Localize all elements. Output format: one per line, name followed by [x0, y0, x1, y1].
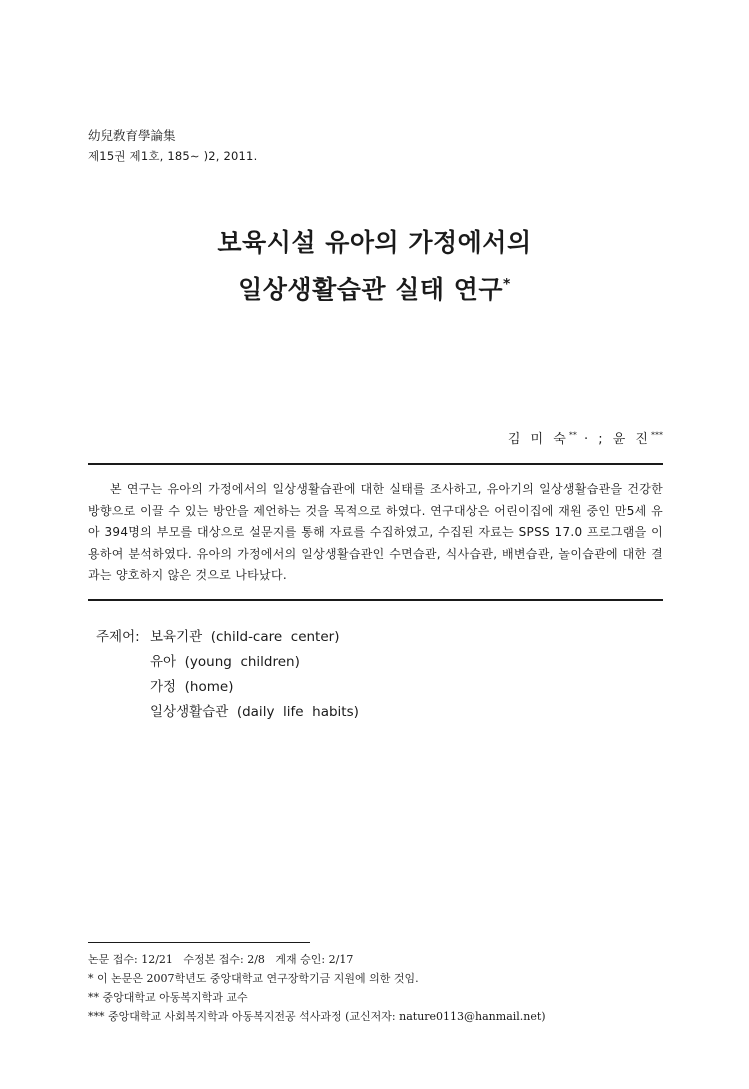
keywords-block	[96, 625, 359, 725]
keyword-item: 유아 (young children)	[150, 654, 300, 670]
journal-header	[88, 126, 257, 166]
footnote-author1: ** 중앙대학교 아동복지학과 교수	[88, 991, 248, 1004]
title-line2-text: 일상생활습관 실태 연구	[238, 275, 504, 304]
author-list	[508, 428, 663, 447]
footnotes	[88, 950, 546, 1026]
footnote-author2: *** 중앙대학교 사회복지학과 아동복지전공 석사과정 (교신저자: nature0113@hanmail.net)	[88, 1010, 546, 1023]
keyword-item: 보육기관 (child-care center)	[150, 629, 340, 645]
author-separator: ·	[583, 432, 592, 447]
keywords-label: 주제어:	[96, 629, 140, 645]
author-2-mark: ***	[651, 430, 663, 440]
footnote-rule	[88, 942, 310, 943]
keyword-item: 일상생활습관 (daily life habits)	[150, 704, 359, 720]
title-footnote-mark: *	[503, 276, 511, 293]
journal-name: 幼兒敎育學論集	[88, 128, 176, 143]
title-line1-text: 보육시설 유아의 가정에서의	[217, 228, 532, 257]
author-2: ; 윤 진	[598, 432, 651, 447]
abstract-top-rule	[88, 463, 663, 465]
keyword-item: 가정 (home)	[150, 679, 234, 695]
author-1: 김 미 숙	[507, 432, 569, 447]
abstract-text: 본 연구는 유아의 가정에서의 일상생활습관에 대한 실태를 조사하고, 유아기의 일상생활습관을 건강한 방향으로 이끌 수 있는 방안을 제언하는 것을 목적으로 하였다. 연구대상은 어린이집에 재원 중인 만5세 유아 394명의 부모를 대상으로 설문지를 통해 자료를 수집하였고, 수집된 자료는 SPSS 17.0 프로그램을 이용하여 분석하였다. 유아의 가정에서의 일상생활습관인 수면습관, 식사습관, 배변습관, 놀이습관에 대한 결과는 양호하지 않은 것으로 나타났다.	[88, 482, 663, 582]
paper-title-line2	[0, 275, 749, 305]
footnote-funding: * 이 논문은 2007학년도 중앙대학교 연구장학기금 지원에 의한 것임.	[88, 972, 419, 985]
journal-volume: 제15권 제1호, 185∼ )2, 2011.	[88, 149, 258, 163]
author-1-mark: **	[568, 430, 577, 440]
paper-title-line1	[0, 228, 749, 258]
footnote-dates: 논문 접수: 12/21 수정본 접수: 2/8 게재 승인: 2/17	[88, 953, 354, 966]
abstract-bottom-rule	[88, 599, 663, 601]
